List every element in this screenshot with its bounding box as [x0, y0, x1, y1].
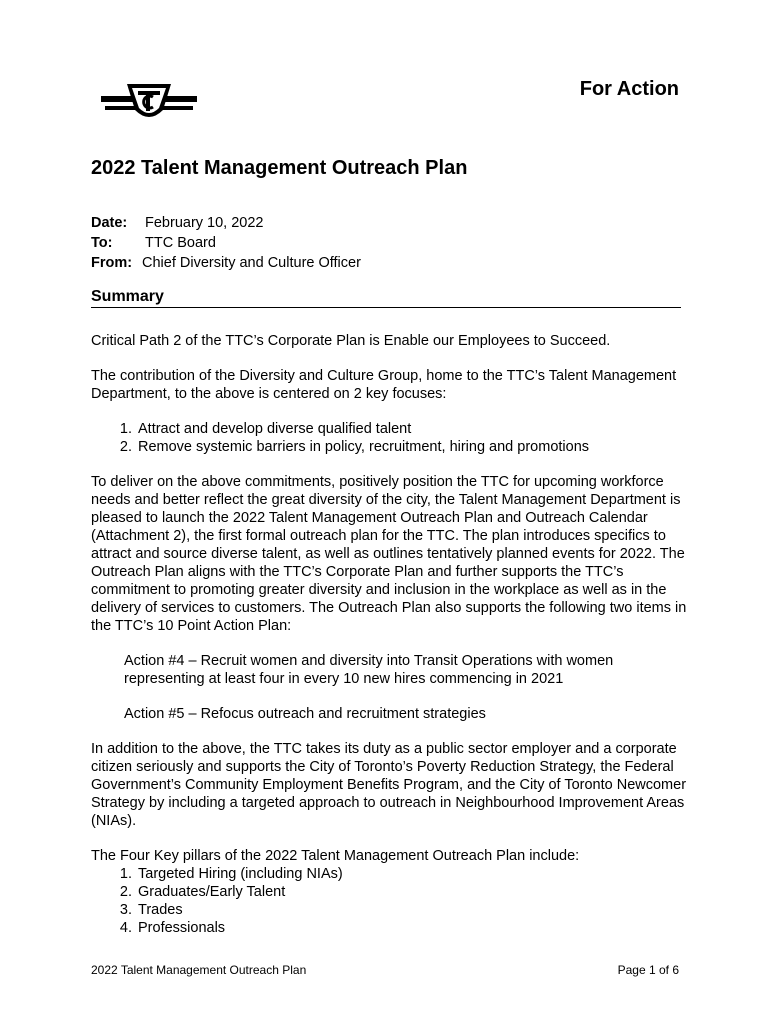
paragraph-critical-path: Critical Path 2 of the TTC’s Corporate Plan is Enable our Employees to Succeed. — [91, 333, 611, 349]
paragraph-contribution: The contribution of the Diversity and Culture Group, home to the TTC’s Talent Management Department, to the above is centered on 2 key focuses: — [91, 368, 677, 402]
date-label: Date: — [91, 215, 128, 231]
from-value: Chief Diversity and Culture Officer — [142, 255, 361, 271]
page-number: Page 1 of 6 — [617, 963, 679, 977]
pillars-list — [91, 865, 691, 937]
to-label: To: — [91, 235, 113, 251]
action-5: Action #5 – Refocus outreach and recruitment strategies — [124, 706, 486, 722]
list-item: 2. Remove systemic barriers in policy, recruitment, hiring and promotions — [136, 438, 691, 456]
paragraph-pillars-intro: The Four Key pillars of the 2022 Talent Management Outreach Plan include: — [91, 848, 580, 864]
from-row — [91, 253, 361, 273]
action-4: Action #4 – Recruit women and diversity into Transit Operations with women representing at least four in every 10 new hires commencing in 2021 — [124, 653, 614, 687]
footer-title: 2022 Talent Management Outreach Plan — [91, 963, 307, 977]
paragraph-deliver: To deliver on the above commitments, positively position the TTC for upcoming workforce needs and better reflect the great diversity of the city, the Talent Management Department is pleased to launch the 2022 Talent Management Outreach Plan and Outreach Calendar (Attachment 2), the first formal outreach plan for the TTC. The plan introduces specifics to attract and source diverse talent, as well as outlines tentatively planned events for 2022. The Outreach Plan aligns with the TTC’s Corporate Plan and further supports the TTC’s commitment to promoting greater diversity and inclusion in the workplace as well as in the delivery of services to customers. The Outreach Plan also supports the following two items in the TTC’s 10 Point Action Plan: — [91, 474, 687, 634]
list-item: 1. Targeted Hiring (including NIAs) — [136, 865, 691, 883]
focuses-list — [91, 420, 691, 456]
ttc-logo-icon — [101, 80, 197, 124]
from-label: From: — [91, 255, 133, 271]
status-label: For Action — [579, 78, 679, 100]
date-row — [91, 213, 361, 233]
list-item: 4. Professionals — [136, 919, 691, 937]
document-body — [91, 332, 691, 937]
list-item: 2. Graduates/Early Talent — [136, 883, 691, 901]
document-title: 2022 Talent Management Outreach Plan — [91, 157, 468, 179]
to-value: TTC Board — [145, 235, 216, 251]
memo-meta — [91, 213, 361, 273]
list-item: 1. Attract and develop diverse qualified talent — [136, 420, 691, 438]
date-value: February 10, 2022 — [145, 215, 264, 231]
summary-heading: Summary — [91, 288, 681, 308]
list-item: 3. Trades — [136, 901, 691, 919]
to-row — [91, 233, 361, 253]
paragraph-public-sector: In addition to the above, the TTC takes its duty as a public sector employer and a corporate citizen seriously and supports the City of Toronto’s Poverty Reduction Strategy, the Federal Government’s Community Employment Benefits Program, and the City of Toronto Newcomer Strategy by including a targeted approach to outreach in Neighbourhood Improvement Areas (NIAs). — [91, 741, 687, 829]
